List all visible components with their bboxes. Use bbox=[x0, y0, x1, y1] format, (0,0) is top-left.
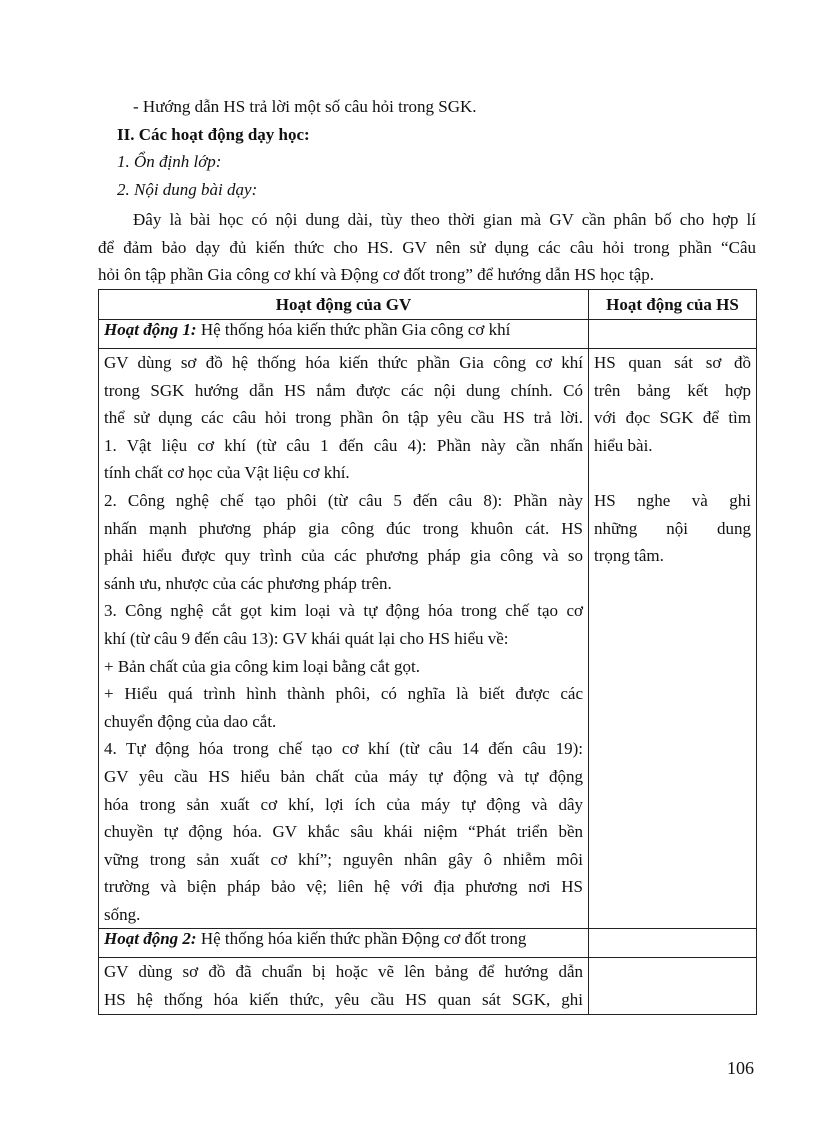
gv-line: GV dùng sơ đồ đã chuẩn bị hoặc vẽ lên bảng để hướng dẫn bbox=[104, 962, 583, 982]
gv-line: trong SGK hướng dẫn HS nắm được các nội dung chính. Có bbox=[104, 380, 583, 400]
gv-line: nhấn mạnh phương pháp gia công đúc trong khuôn cát. HS bbox=[104, 518, 583, 538]
subheading-1: 1. Ổn định lớp: bbox=[117, 152, 222, 171]
paragraph-line: hỏi ôn tập phần Gia công cơ khí và Động cơ đốt trong” để hướng dẫn HS học tập. bbox=[98, 265, 654, 284]
gv-line: chuyển động của dao cắt. bbox=[104, 711, 277, 731]
section-heading: II. Các hoạt động dạy học: bbox=[117, 125, 310, 144]
gv-line: + Hiểu quá trình hình thành phôi, có nghĩa là biết được các bbox=[104, 684, 583, 704]
activity-1-title-cell bbox=[99, 320, 589, 349]
activity-1-gv-cell bbox=[99, 349, 589, 929]
activity-2-title-cell bbox=[99, 929, 589, 958]
intro-line-1: - Hướng dẫn HS trả lời một số câu hỏi trong SGK. bbox=[133, 97, 477, 116]
gv-line: vững trong sản xuất cơ khí”; nguyên nhân gây ô nhiễm môi bbox=[104, 849, 583, 869]
hs-line: trên bảng kết hợp bbox=[594, 380, 751, 400]
gv-line: 2. Công nghệ chế tạo phôi (từ câu 5 đến câu 8): Phần này bbox=[104, 490, 583, 510]
subheading-2: 2. Nội dung bài dạy: bbox=[117, 180, 258, 199]
gv-line: hóa trong sản xuất cơ khí, lợi ích của máy tự động và dây bbox=[104, 794, 583, 814]
gv-line: 1. Vật liệu cơ khí (từ câu 1 đến câu 4): Phần này cần nhấn bbox=[104, 435, 583, 455]
hs-line: hiểu bài. bbox=[594, 435, 653, 455]
gv-line: + Bản chất của gia công kim loại bằng cắt gọt. bbox=[104, 656, 420, 676]
empty-cell bbox=[589, 320, 757, 349]
hs-line: những nội dung bbox=[594, 518, 751, 538]
header-gv: Hoạt động của GV bbox=[99, 290, 589, 320]
gv-line: sánh ưu, nhược của các phương pháp trên. bbox=[104, 573, 392, 593]
paragraph-line: Đây là bài học có nội dung dài, tùy theo thời gian mà GV cần phân bố cho hợp lí bbox=[133, 210, 756, 229]
hs-line: HS nghe và ghi bbox=[594, 490, 751, 510]
empty-cell bbox=[589, 929, 757, 958]
activity-2-gv-cell bbox=[99, 958, 589, 1014]
intro-paragraph bbox=[98, 206, 756, 289]
gv-line: 4. Tự động hóa trong chế tạo cơ khí (từ câu 14 đến câu 19): bbox=[104, 739, 583, 759]
activity-2-title: Hệ thống hóa kiến thức phần Động cơ đốt trong bbox=[196, 929, 527, 949]
gv-line: tính chất cơ học của Vật liệu cơ khí. bbox=[104, 463, 350, 483]
page-number: 106 bbox=[727, 1058, 754, 1078]
gv-line: HS hệ thống hóa kiến thức, yêu cầu HS quan sát SGK, ghi bbox=[104, 990, 583, 1010]
gv-line: GV dùng sơ đồ hệ thống hóa kiến thức phần Gia công cơ khí bbox=[104, 353, 583, 372]
gv-line: GV yêu cầu HS hiểu bản chất của máy tự động và tự động bbox=[104, 766, 583, 786]
activity-1-hs-cell bbox=[589, 349, 757, 929]
gv-line: trường và biện pháp bảo vệ; liên hệ với địa phương nơi HS bbox=[104, 877, 583, 897]
gv-line: phải hiểu được quy trình của các phương pháp gia công và so bbox=[104, 546, 583, 566]
gv-line: thể sử dụng các câu hỏi trong phần ôn tập yêu cầu HS trả lời. bbox=[104, 408, 583, 428]
hs-line: HS quan sát sơ đồ bbox=[594, 353, 751, 372]
hs-line: với đọc SGK để tìm bbox=[594, 408, 751, 428]
activity-1-label: Hoạt động 1: bbox=[104, 320, 197, 339]
header-hs: Hoạt động của HS bbox=[589, 290, 757, 320]
gv-line: 3. Công nghệ cắt gọt kim loại và tự động hóa trong chế tạo cơ bbox=[104, 601, 583, 621]
activity-2-label: Hoạt động 2: bbox=[104, 929, 197, 949]
gv-line: chuyền tự động hóa. GV khắc sâu khái niệm “Phát triển bền bbox=[104, 822, 583, 842]
paragraph-line: để đảm bảo dạy đủ kiến thức cho HS. GV nên sử dụng các câu hỏi trong phần “Câu bbox=[98, 237, 756, 257]
activity-1-title: Hệ thống hóa kiến thức phần Gia công cơ khí bbox=[196, 320, 511, 339]
gv-line: khí (từ câu 9 đến câu 13): GV khái quát lại cho HS hiểu về: bbox=[104, 628, 509, 648]
empty-cell bbox=[589, 958, 757, 1014]
gv-line: sống. bbox=[104, 904, 141, 924]
hs-line: trọng tâm. bbox=[594, 546, 664, 566]
activity-table bbox=[98, 289, 757, 1015]
